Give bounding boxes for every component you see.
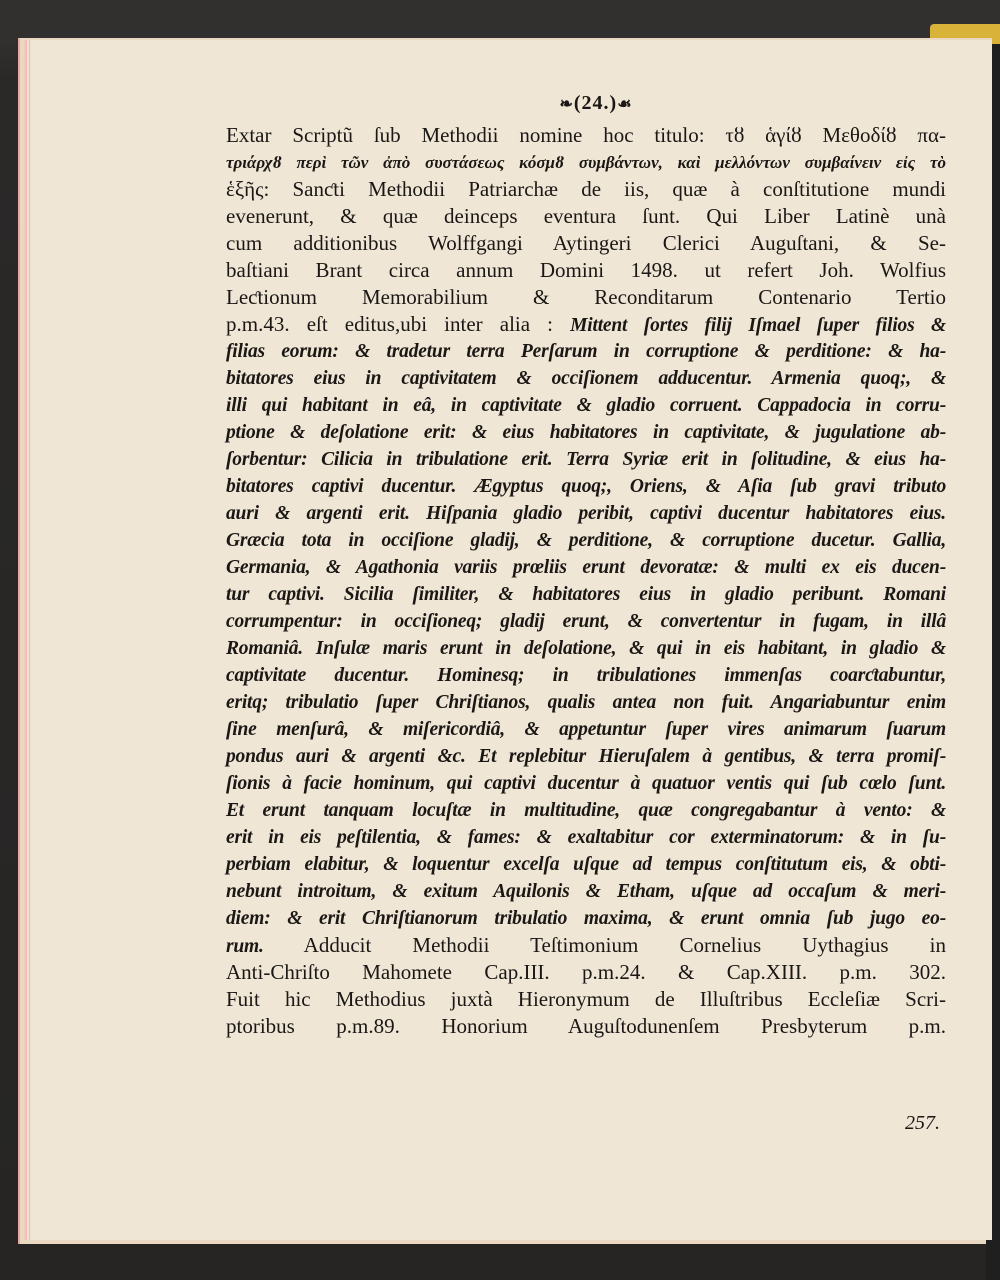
text-line: pondus auri & argenti &c. Et replebitur Hieruſalem à gentibus, & terra promiſ- <box>226 746 946 767</box>
text-line: bitatores captivi ducentur. Ægyptus quoq;, Oriens, & Aſia ſub gravi tributo <box>226 476 946 497</box>
text-line: auri & argenti erit. Hiſpania gladio peribit, captivi ducentur habitatores eius. <box>226 503 946 524</box>
text-line: diem: & erit Chriſtianorum tribulatio maxima, & erunt omnia ſub jugo eo- <box>226 908 946 929</box>
text-line <box>226 932 946 959</box>
text-line: τριάρχȣ περὶ τῶν ἀπὸ συστάσεως κόσμȣ συμβάντων, καὶ μελλόντων συμβαίνειν εἰς τὸ <box>226 153 946 172</box>
book-top-edge <box>0 0 1000 36</box>
text-line: cum additionibus Wolffgangi Aytingeri Clerici Auguſtani, & Se- <box>226 231 946 255</box>
text-line: erit in eis peſtilentia, & fames: & exaltabitur cor exterminatorum: & in ſu- <box>226 827 946 848</box>
text-line: tur captivi. Sicilia ſimiliter, & habitatores eius in gladio peribunt. Romani <box>226 584 946 605</box>
left-ornament-icon: ❧ <box>559 96 574 113</box>
text-line: evenerunt, & quæ deinceps eventura ſunt. Qui Liber Latinè unà <box>226 204 946 228</box>
text-line: eritq; tribulatio ſuper Chriſtianos, qualis antea non fuit. Angariabuntur enim <box>226 692 946 713</box>
text-line-italic: Mittent ſortes filij Iſmael ſuper filios & <box>570 315 946 336</box>
text-line: ſionis à facie hominum, qui captivi ducentur à quatuor ventis qui ſub cœlo ſunt. <box>226 773 946 794</box>
text-line: Extar Scriptũ ſub Methodii nomine hoc titulo: τȣ ἁγίȣ Μεθοδίȣ πα- <box>226 123 946 147</box>
text-line: captivitate ducentur. Hominesq; in tribulationes immenſas coarƈtabuntur, <box>226 665 946 686</box>
right-ornament-icon: ☙ <box>617 96 633 113</box>
page-header <box>246 92 946 122</box>
text-line-italic: rum. <box>226 936 264 957</box>
text-line: baſtiani Brant circa annum Domini 1498. ut refert Joh. Wolfius <box>226 258 946 282</box>
text-line: bitatores eius in captivitatem & occiſionem adducentur. Armenia quoq;, & <box>226 368 946 389</box>
text-line: nebunt introitum, & exitum Aquilonis & Etham, uſque ad occaſum & meri- <box>226 881 946 902</box>
text-line: ptione & deſolatione erit: & eius habitatores in captivitate, & jugulatione ab- <box>226 422 946 443</box>
text-line: Germania, & Agathonia variis prœliis erunt devoratæ: & multi ex eis ducen- <box>226 557 946 578</box>
text-line: Et erunt tanquam locuſtæ in multitudine, quæ congregabantur à vento: & <box>226 800 946 821</box>
catchword: 257. <box>905 1112 940 1134</box>
text-line: ptoribus p.m.89. Honorium Auguſtodunenſem Presbyterum p.m. <box>226 1014 946 1038</box>
text-line: Anti-Chriſto Mahomete Cap.III. p.m.24. & Cap.XIII. p.m. 302. <box>226 960 946 984</box>
text-line-roman: p.m.43. eſt editus,ubi inter alia : <box>226 312 554 336</box>
text-line: corrumpentur: in occiſioneq; gladij erunt, & convertentur in fugam, in illâ <box>226 611 946 632</box>
text-line: Fuit hic Methodius juxtà Hieronymum de Illuſtribus Eccleſiæ Scri- <box>226 987 946 1011</box>
text-line: perbiam elabitur, & loquentur excelſa uſque ad tempus conſtitutum eis, & obti- <box>226 854 946 875</box>
text-line: ἑξῆς: Sanƈti Methodii Patriarchæ de iis, quæ à conſtitutione mundi <box>226 177 946 201</box>
text-line: filias eorum: & tradetur terra Perſarum in corruptione & perditione: & ha- <box>226 341 946 362</box>
text-line: Leƈtionum Memorabilium & Reconditarum Contenario Tertio <box>226 285 946 309</box>
text-line: Græcia tota in occiſione gladij, & perditione, & corruptione ducetur. Gallia, <box>226 530 946 551</box>
page-text-block <box>226 92 946 1040</box>
page-header-number: (24.) <box>573 92 618 114</box>
text-line <box>226 311 946 338</box>
text-line: ſine menſurâ, & miſericordiâ, & appetuntur ſuper vires animarum ſuarum <box>226 719 946 740</box>
text-line-roman: Adducit Methodii Teſtimonium Cornelius Uythagius in <box>303 933 947 957</box>
text-line: Romaniâ. Inſulæ maris erunt in deſolatione, & qui in eis habitant, in gladio & <box>226 638 946 659</box>
text-line: illi qui habitant in eâ, in captivitate & gladio corruent. Cappadocia in corru- <box>226 395 946 416</box>
text-line: ſorbentur: Cilicia in tribulatione erit. Terra Syriæ erit in ſolitudine, & eius ha- <box>226 449 946 470</box>
